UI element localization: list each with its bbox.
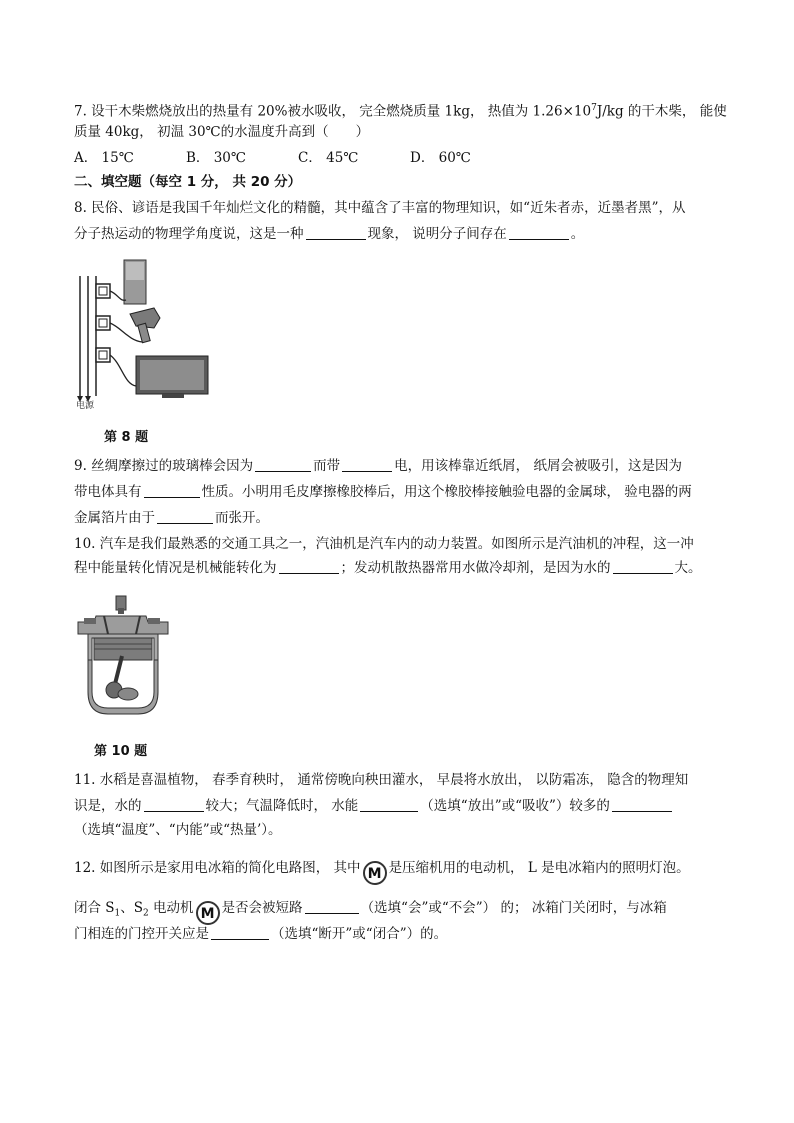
q9-text-2a: 带电体具有 bbox=[74, 484, 142, 500]
q7-text-2: 质量 40kg， 初温 30℃的水温度升高到（ ） bbox=[74, 124, 370, 140]
q12-sub-2: 2 bbox=[143, 908, 149, 919]
q11-line-2 bbox=[74, 796, 674, 816]
q9-blank-1[interactable] bbox=[255, 457, 311, 472]
q11-line-1 bbox=[74, 770, 688, 790]
q9-blank-4[interactable] bbox=[157, 509, 213, 524]
q12-blank-1[interactable] bbox=[305, 899, 359, 914]
q9-text-1c: 电，用该棒靠近纸屑， 纸屑会被吸引，这是因为 bbox=[394, 458, 682, 474]
q12-text-2c: 是否会被短路 bbox=[221, 900, 303, 916]
q12-line-2 bbox=[74, 898, 667, 925]
q11-blank-3[interactable] bbox=[612, 797, 672, 812]
q12-text-2d: （选填“会”或“不会”） 的； 冰箱门关闭时，与冰箱 bbox=[360, 900, 667, 916]
q12-text-2a: 闭合 S bbox=[74, 900, 115, 916]
q8-blank-1[interactable] bbox=[306, 225, 366, 240]
q10-figure-engine bbox=[74, 594, 172, 718]
q12-line-1 bbox=[74, 858, 690, 885]
q12-text-2-comma: 、S bbox=[120, 900, 144, 916]
q7-option-d[interactable]: D． 60℃ bbox=[410, 150, 471, 166]
q11-text-2a: 识是，水的 bbox=[74, 798, 142, 814]
q9-line-3 bbox=[74, 508, 269, 528]
q10-text-2b: ；发动机散热器常用水做冷却剂，是因为水的 bbox=[340, 560, 611, 576]
q10-blank-1[interactable] bbox=[279, 559, 339, 574]
q8-text-1: 8. 民俗、谚语是我国千年灿烂文化的精髓，其中蕴含了丰富的物理知识，如“近朱者赤，近墨者黑”，从 bbox=[74, 200, 686, 216]
q7-line-1 bbox=[74, 98, 727, 122]
q9-text-3a: 金属箔片由于 bbox=[74, 510, 155, 526]
q8-figure-label: 电源 bbox=[76, 401, 95, 411]
q7-options bbox=[74, 148, 471, 168]
q7-text-1-tail: J/kg 的干木柴， 能使 bbox=[596, 103, 727, 120]
q10-caption: 第 10 题 bbox=[94, 744, 148, 759]
q12-blank-2[interactable] bbox=[211, 925, 269, 940]
q9-text-1b: 而带 bbox=[313, 458, 341, 474]
q7-option-b[interactable]: B． 30℃ bbox=[186, 150, 246, 166]
q7-option-a[interactable]: A． 15℃ bbox=[74, 150, 134, 166]
q10-text-2a: 程中能量转化情况是机械能转化为 bbox=[74, 560, 277, 576]
q10-text-1: 10. 汽车是我们最熟悉的交通工具之一，汽油机是汽车内的动力装置。如图所示是汽油机的冲程，这一冲 bbox=[74, 536, 694, 552]
q11-line-3 bbox=[74, 820, 282, 840]
q7-line-2 bbox=[74, 122, 369, 142]
q10-blank-2[interactable] bbox=[613, 559, 673, 574]
q12-line-3 bbox=[74, 924, 447, 944]
q11-text-2b: 较大；气温降低时， 水能 bbox=[205, 798, 359, 814]
q8-line-1 bbox=[74, 198, 685, 218]
q11-blank-1[interactable] bbox=[144, 797, 204, 812]
q9-text-2b: 性质。小明用毛皮摩擦橡胶棒后，用这个橡胶棒接触验电器的金属球， 验电器的两 bbox=[201, 484, 692, 500]
q9-text-1a: 9. 丝绸摩擦过的玻璃棒会因为 bbox=[74, 458, 254, 474]
q12-text-1b: 是压缩机用的电动机， L 是电冰箱内的照明灯泡。 bbox=[388, 860, 690, 876]
q8-line-2 bbox=[74, 224, 584, 244]
q9-line-1 bbox=[74, 456, 682, 476]
motor-symbol-icon-2: M bbox=[196, 901, 220, 925]
q8-text-2c: 。 bbox=[570, 226, 585, 242]
section-2-title: 二、填空题（每空 1 分， 共 20 分） bbox=[74, 174, 302, 190]
q12-text-1a: 12. 如图所示是家用电冰箱的简化电路图， 其中 bbox=[74, 860, 361, 876]
q12-text-3a: 门相连的门控开关应是 bbox=[74, 926, 209, 942]
q12-text-3b: （选填“断开”或“闭合”）的。 bbox=[271, 926, 448, 942]
q10-text-2c: 大。 bbox=[674, 560, 702, 576]
q9-line-2 bbox=[74, 482, 692, 502]
motor-symbol-icon: M bbox=[363, 861, 387, 885]
q8-figure-appliances bbox=[66, 256, 226, 412]
q8-text-2a: 分子热运动的物理学角度说，这是一种 bbox=[74, 226, 304, 242]
q8-caption: 第 8 题 bbox=[104, 430, 149, 445]
q9-blank-3[interactable] bbox=[144, 483, 200, 498]
q9-blank-2[interactable] bbox=[342, 457, 392, 472]
q7-option-c[interactable]: C． 45℃ bbox=[298, 150, 359, 166]
q9-text-3b: 而张开。 bbox=[215, 510, 269, 526]
q7-text-1: 7. 设干木柴燃烧放出的热量有 20%被水吸收， 完全燃烧质量 1kg， 热值为 1.26×10 bbox=[74, 103, 592, 120]
q7-exponent: 7 bbox=[591, 103, 597, 113]
q10-line-2 bbox=[74, 558, 702, 578]
q11-text-3: （选填“温度”、“内能”或“热量’）。 bbox=[74, 822, 282, 838]
q10-line-1 bbox=[74, 534, 694, 554]
q12-sub-1: 1 bbox=[114, 908, 121, 919]
q11-text-1: 11. 水稻是喜温植物， 春季育秧时， 通常傍晚向秧田灌水， 早晨将水放出， 以防霜冻， 隐含的物理知 bbox=[74, 772, 689, 788]
q8-blank-2[interactable] bbox=[509, 225, 569, 240]
q11-blank-2[interactable] bbox=[360, 797, 418, 812]
q11-text-2c: （选填“放出”或“吸收”）较多的 bbox=[420, 798, 610, 814]
q8-text-2b: 现象， 说明分子间存在 bbox=[367, 226, 507, 242]
q12-text-2b: 电动机 bbox=[148, 900, 194, 916]
